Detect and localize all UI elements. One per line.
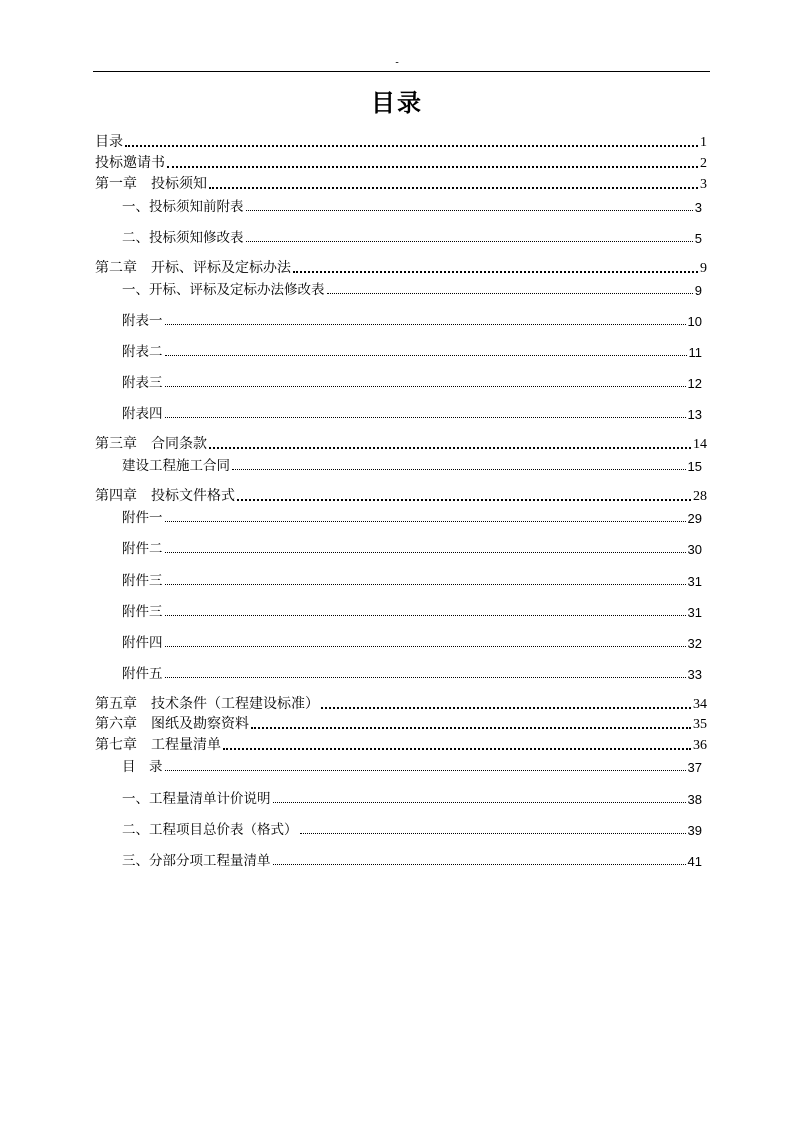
toc-sub-entry[interactable] [122,402,702,422]
toc-dot-leader [251,727,691,729]
toc-dot-leader [209,187,698,189]
toc-entry-title: 一、投标须知前附表 [122,199,244,215]
toc-entry-title: 第一章 投标须知 [95,176,207,192]
toc-page-number: 15 [687,459,702,474]
toc-dot-leader [246,210,693,211]
toc-dot-leader [237,499,691,501]
toc-dot-leader [165,355,687,356]
toc-entry-title: 附表二 [122,344,163,360]
toc-page-number: 31 [687,574,702,589]
toc-page-number: 32 [687,636,702,651]
toc-entry-title: 二、投标须知修改表 [122,230,244,246]
toc-entry-title: 目录 [95,134,123,150]
toc-page-number: 2 [700,156,707,171]
toc-entry-title: 二、工程项目总价表（格式） [122,822,298,838]
toc-sub-entry[interactable] [122,849,702,869]
toc-dot-leader [165,552,686,553]
toc-entry-title: 投标邀请书 [95,155,165,171]
toc-dot-leader [167,166,698,168]
toc-chapter-entry[interactable] [95,693,707,713]
toc-page-number: 34 [693,697,707,712]
toc-sub-entry[interactable] [122,537,702,557]
toc-dot-leader [165,324,686,325]
toc-dot-leader [232,469,686,470]
toc-page-number: 41 [687,854,702,869]
toc-entry-title: 附表三 [122,375,163,391]
toc-page-number: 30 [687,542,702,557]
toc-dot-leader [165,417,686,418]
toc-page-number: 37 [687,760,702,775]
toc-page-number: 36 [693,738,707,753]
toc-entry-title: 附件三 [122,573,163,589]
toc-page-number: 5 [694,231,702,246]
toc-sub-entry[interactable] [122,340,702,360]
toc-entry-title: 三、分部分项工程量清单 [122,853,271,869]
toc-entry-title: 附件二 [122,541,163,557]
toc-sub-entry[interactable] [122,226,702,246]
toc-chapter-entry[interactable] [95,131,707,151]
toc-page-number: 14 [693,437,707,452]
toc-page-number: 28 [693,489,707,504]
toc-sub-entry[interactable] [122,569,702,589]
toc-sub-entry[interactable] [122,506,702,526]
toc-dot-leader [125,145,698,147]
toc-entry-title: 附表一 [122,313,163,329]
toc-dot-leader [165,677,686,678]
toc-entry-title: 一、开标、评标及定标办法修改表 [122,282,325,298]
toc-entry-title: 附件三 [122,604,163,620]
toc-page-number: 33 [687,667,702,682]
toc-dot-leader [273,802,686,803]
toc-dot-leader [246,241,693,242]
toc-dot-leader [273,864,686,865]
toc-sub-entry[interactable] [122,631,702,651]
toc-page-number: 10 [687,314,702,329]
toc-dot-leader [165,386,686,387]
toc-dot-leader [165,770,686,771]
toc-page-number: 29 [687,511,702,526]
toc-dot-leader [300,833,686,834]
toc-entry-title: 一、工程量清单计价说明 [122,791,271,807]
toc-sub-entry[interactable] [122,787,702,807]
toc-sub-entry[interactable] [122,309,702,329]
toc-chapter-entry[interactable] [95,433,707,453]
toc-sub-entry[interactable] [122,371,702,391]
toc-page-number: 3 [700,177,707,192]
toc-entry-title: 第二章 开标、评标及定标办法 [95,260,291,276]
toc-page-number: 9 [694,283,702,298]
toc-page-number: 3 [694,200,702,215]
toc-dot-leader [223,748,691,750]
toc-chapter-entry[interactable] [95,152,707,172]
toc-entry-title: 第四章 投标文件格式 [95,488,235,504]
toc-dot-leader [165,521,686,522]
toc-sub-entry[interactable] [122,278,702,298]
toc-sub-entry[interactable] [122,600,702,620]
toc-entry-title: 建设工程施工合同 [122,458,230,474]
toc-sub-entry[interactable] [122,818,702,838]
toc-chapter-entry[interactable] [95,257,707,277]
toc-entry-title: 第三章 合同条款 [95,436,207,452]
toc-dot-leader [293,271,698,273]
toc-entry-title: 第六章 图纸及勘察资料 [95,716,249,732]
page-header-mark: - [395,57,399,68]
toc-entry-title: 附件一 [122,510,163,526]
toc-dot-leader [321,707,691,709]
toc-entry-title: 第七章 工程量清单 [95,737,221,753]
toc-page-number: 1 [700,135,707,150]
toc-chapter-entry[interactable] [95,485,707,505]
toc-entry-title: 附表四 [122,406,163,422]
toc-page-number: 9 [700,261,707,276]
toc-sub-entry[interactable] [122,755,702,775]
toc-entry-title: 附件五 [122,666,163,682]
toc-page-number: 38 [687,792,702,807]
toc-dot-leader [327,293,693,294]
toc-dot-leader [165,646,686,647]
toc-dot-leader [165,615,686,616]
page-title: 目录 [371,89,423,117]
toc-sub-entry[interactable] [122,195,702,215]
toc-page-number: 39 [687,823,702,838]
toc-chapter-entry[interactable] [95,713,707,733]
toc-page-number: 31 [687,605,702,620]
toc-page-number: 11 [688,345,702,360]
toc-chapter-entry[interactable] [95,173,707,193]
toc-page-number: 12 [687,376,702,391]
toc-chapter-entry[interactable] [95,734,707,754]
toc-dot-leader [209,447,691,449]
toc-entry-title: 附件四 [122,635,163,651]
toc-sub-entry[interactable] [122,454,702,474]
toc-entry-title: 目 录 [122,759,163,775]
toc-page-number: 35 [693,717,707,732]
toc-page-number: 13 [687,407,702,422]
toc-entry-title: 第五章 技术条件（工程建设标准） [95,696,319,712]
toc-sub-entry[interactable] [122,662,702,682]
toc-dot-leader [165,584,686,585]
